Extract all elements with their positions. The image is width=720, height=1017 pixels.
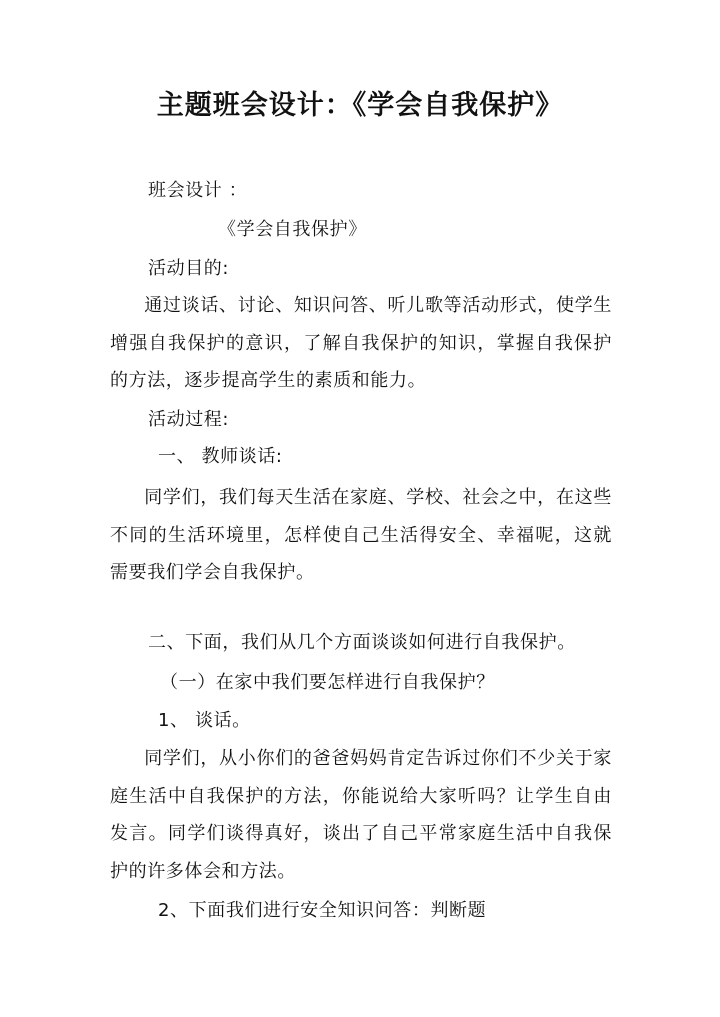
item-one-heading: 1、 谈话。 — [158, 710, 251, 731]
document-title: 主题班会设计：《学会自我保护》 — [156, 90, 564, 121]
section-two-heading: 二、下面，我们从几个方面谈谈如何进行自我保护。 — [148, 632, 576, 653]
item-one-paragraph: 同学们，从小你们的爸爸妈妈肯定告诉过你们不少关于家庭生活中自我保护的方法，你能说给大家听吗？让学生自由发言。同学们谈得真好，谈出了自己平常家庭生活中自我保护的许多体会和方法。 — [110, 748, 612, 882]
purpose-paragraph: 通过谈话、讨论、知识问答、听儿歌等活动形式，使学生增强自我保护的意识，了解自我保护的知识，掌握自我保护的方法，逐步提高学生的素质和能力。 — [110, 295, 612, 391]
item-two-heading: 2、下面我们进行安全知识问答：判断题 — [158, 900, 487, 921]
subject-line: 《学会自我保护》 — [218, 219, 367, 240]
subsection-home-heading: （一）在家中我们要怎样进行自我保护？ — [160, 672, 495, 693]
section-one-paragraph: 同学们，我们每天生活在家庭、学校、社会之中，在这些不同的生活环境里，怎样使自己生活得安全、幸福呢，这就需要我们学会自我保护。 — [110, 487, 612, 583]
section-one-heading: 一、 教师谈话: — [158, 446, 283, 467]
process-heading: 活动过程: — [148, 409, 230, 430]
design-label: 班会设计 ： — [148, 180, 248, 201]
purpose-heading: 活动目的: — [148, 258, 230, 279]
